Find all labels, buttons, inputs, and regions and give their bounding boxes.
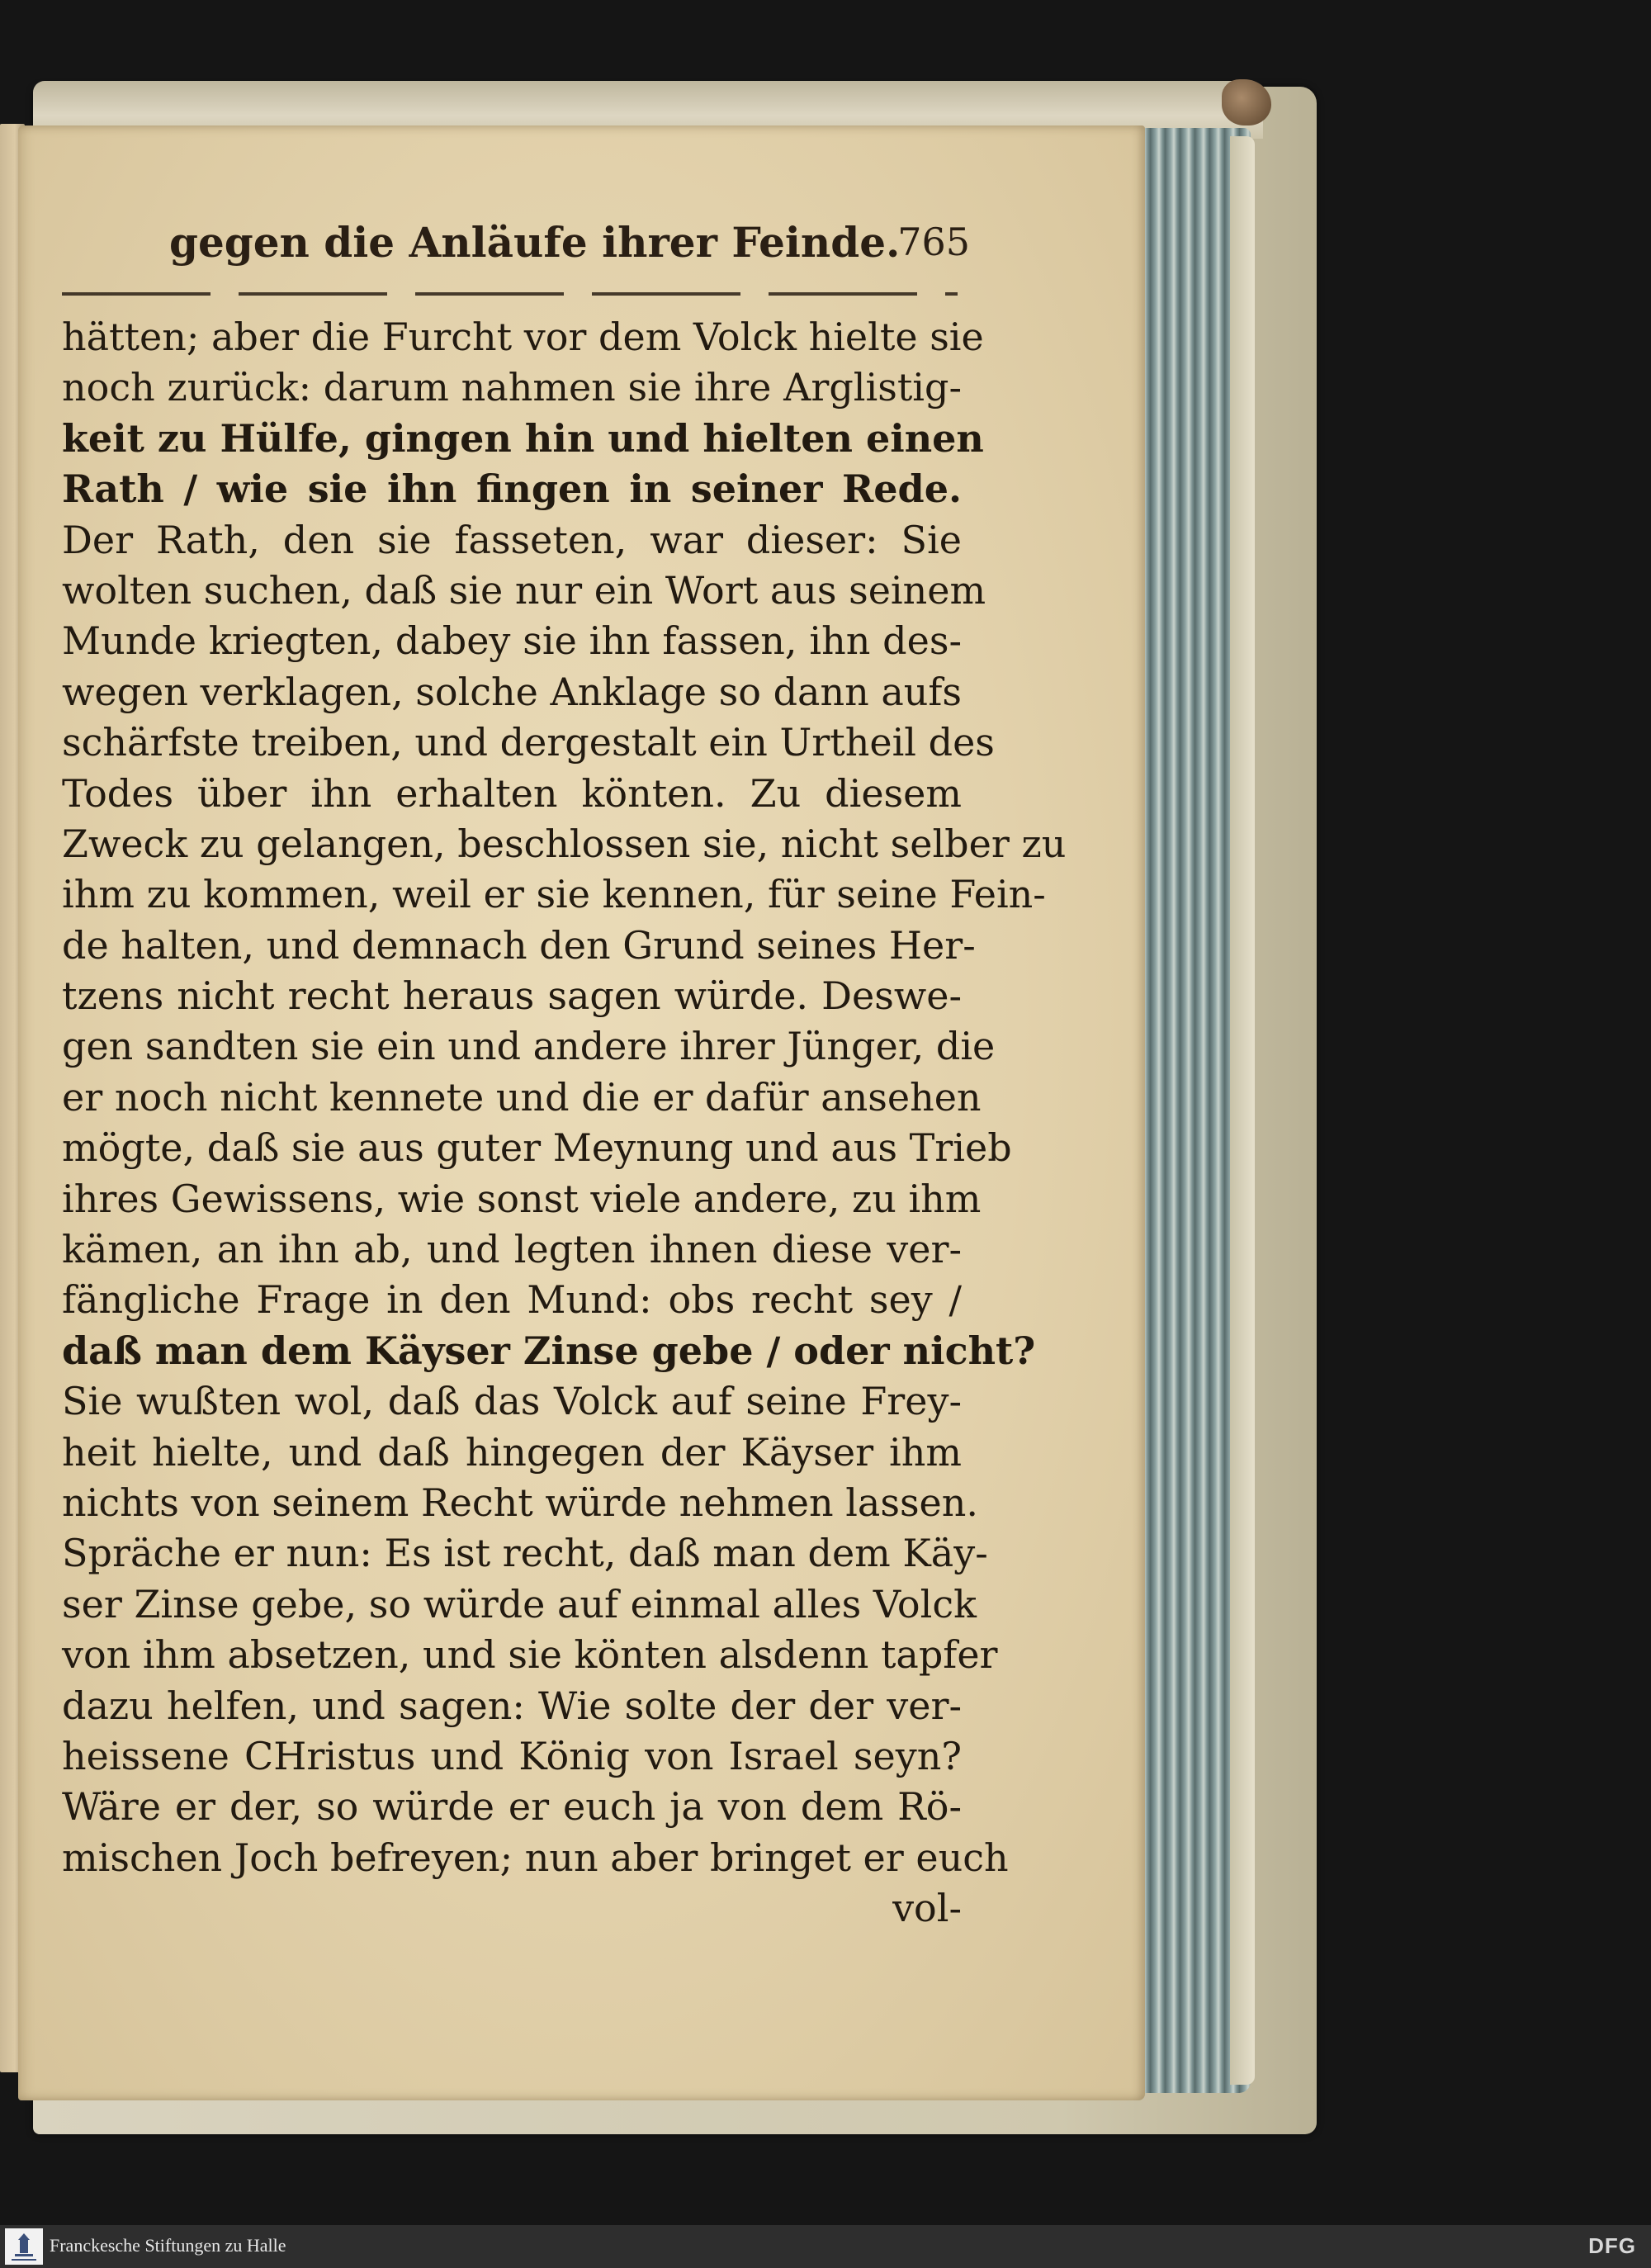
text-line: gen sandten sie ein und andere ihrer Jünger, die — [62, 1024, 996, 1069]
running-head-title: gegen die Anläufe ihrer Feinde. — [169, 218, 901, 267]
text-line: ser Zinse gebe, so würde auf einmal alles Volck — [62, 1581, 977, 1626]
text-line: ihm zu kommen, weil er sie kennen, für seine Fein- — [62, 872, 1046, 917]
text-line: mögte, daß sie aus guter Meynung und aus Trieb — [62, 1125, 1012, 1171]
body-text — [62, 312, 1067, 1934]
cover-fore-edge — [1230, 136, 1255, 2085]
text-line: daß man dem Käyser Zinse gebe / oder nicht? — [62, 1328, 1036, 1373]
institution-name[interactable]: Franckesche Stiftungen zu Halle — [50, 2235, 286, 2256]
text-line: heissene CHristus und König von Israel seyn? — [62, 1733, 962, 1778]
text-line: tzens nicht recht heraus sagen würde. Deswe- — [62, 973, 962, 1019]
text-line: heit hielte, und daß hingegen der Käyser ihm — [62, 1429, 962, 1475]
text-line: Munde kriegten, dabey sie ihn fassen, ihn des- — [62, 618, 962, 664]
text-line: er noch nicht kennete und die er dafür ansehen — [62, 1074, 982, 1120]
head-rule — [62, 292, 958, 296]
text-line: Rath / wie sie ihn fingen in seiner Rede. — [62, 466, 962, 512]
text-line: noch zurück: darum nahmen sie ihre Arglistig- — [62, 365, 962, 410]
text-line: Sie wußten wol, daß das Volck auf seine Frey- — [62, 1379, 962, 1424]
text-line: kämen, an ihn ab, und legten ihnen diese ver- — [62, 1227, 962, 1272]
catchword: vol- — [892, 1886, 962, 1931]
institution-logo-icon[interactable] — [5, 2228, 43, 2265]
text-line: Der Rath, den sie fasseten, war dieser: Sie — [62, 517, 962, 562]
text-line: Todes über ihn erhalten könten. Zu diesem — [62, 770, 962, 816]
text-line: mischen Joch befreyen; nun aber bringet er euch — [62, 1835, 1009, 1880]
text-line: schärfste treiben, und dergestalt ein Urtheil des — [62, 720, 995, 765]
page-number: 765 — [897, 220, 970, 264]
text-line: Zweck zu gelangen, beschlossen sie, nicht selber zu — [62, 821, 1067, 866]
text-line: wegen verklagen, solche Anklage so dann aufs — [62, 669, 963, 714]
text-line: Wäre er der, so würde er euch ja von dem Rö- — [62, 1784, 962, 1830]
text-line: de halten, und demnach den Grund seines Her- — [62, 922, 976, 968]
text-line: ihres Gewissens, wie sonst viele andere, zu ihm — [62, 1176, 982, 1221]
text-line: wolten suchen, daß sie nur ein Wort aus seinem — [62, 567, 986, 613]
text-line: Spräche er nun: Es ist recht, daß man dem Käy- — [62, 1531, 988, 1576]
dfg-logo[interactable]: DFG — [1588, 2233, 1636, 2258]
text-line: von ihm absetzen, und sie könten alsdenn tapfer — [62, 1632, 998, 1678]
text-line: fängliche Frage in den Mund: obs recht sey / — [62, 1277, 962, 1323]
running-head — [169, 218, 970, 284]
text-line: hätten; aber die Furcht vor dem Volck hielte sie — [62, 315, 984, 359]
text-line: dazu helfen, und sagen: Wie solte der der ver- — [62, 1683, 962, 1728]
footer-bar — [0, 2225, 1651, 2268]
text-line: keit zu Hülfe, gingen hin und hielten einen — [62, 415, 984, 461]
text-line: nichts von seinem Recht würde nehmen lassen. — [62, 1480, 979, 1525]
